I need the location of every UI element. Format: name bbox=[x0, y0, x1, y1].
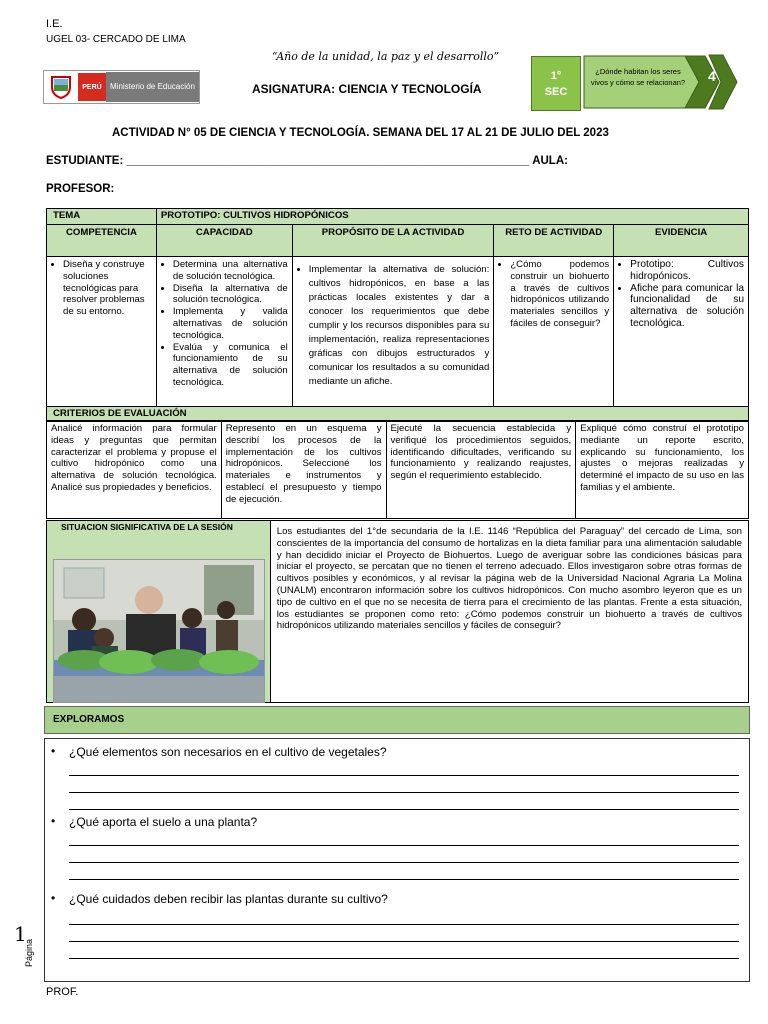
header-competencia: COMPETENCIA bbox=[47, 225, 157, 257]
unit-number: 4 bbox=[708, 68, 716, 84]
answer-line[interactable] bbox=[69, 845, 739, 846]
year-motto: “Año de la unidad, la paz y el desarrollo” bbox=[272, 50, 500, 63]
answer-line[interactable] bbox=[69, 862, 739, 863]
evidencia-item: • Prototipo: Cultivos hidropónicos. bbox=[630, 259, 744, 283]
questions-box bbox=[44, 738, 750, 982]
teacher-field[interactable]: PROFESOR: bbox=[46, 183, 115, 195]
answer-line[interactable] bbox=[69, 958, 739, 959]
criterion-4: Expliqué cómo construí el prototipo mediante un reporte escrito, explicando su funcionamiento, los ajustes o mejoras realizadas y determiné el impacto de su uso en las familias y el ambiente. bbox=[576, 421, 749, 519]
proposito-cell bbox=[292, 257, 494, 407]
situation-left-cell bbox=[47, 521, 271, 703]
evidencia-item: • Afiche para comunicar la funcionalidad de su alternativa de solución tecnológica. bbox=[630, 283, 744, 330]
question-3: ¿Qué cuidados deben recibir las plantas durante su cultivo? bbox=[69, 892, 388, 906]
activity-title: ACTIVIDAD N° 05 DE CIENCIA Y TECNOLOGÍA. SEMANA DEL 17 AL 21 DE JULIO DEL 2023 bbox=[112, 127, 609, 139]
bullet-icon: • bbox=[51, 744, 56, 758]
grade-badge bbox=[531, 56, 581, 111]
explore-header bbox=[44, 706, 750, 734]
prof-label: PROF. bbox=[46, 986, 79, 998]
activity-table bbox=[46, 208, 749, 422]
grade-level: SEC bbox=[544, 85, 568, 98]
ministry-logo bbox=[43, 70, 200, 104]
criterion-2: Represento en un esquema y describí los procesos de la implementación de los cultivos hidropónicos. Seleccioné los materiales e instrumentos y establecí el presupuesto y tiempo de ejecución. bbox=[221, 421, 386, 519]
grade-number: 1° bbox=[550, 69, 562, 82]
criteria-label: CRITERIOS DE EVALUACIÓN bbox=[47, 407, 749, 422]
student-field[interactable]: ESTUDIANTE: _______________________________________________________________ AULA: bbox=[46, 155, 568, 167]
answer-line[interactable] bbox=[69, 775, 739, 776]
coat-of-arms-icon bbox=[44, 72, 78, 102]
bullet-icon: • bbox=[51, 891, 56, 905]
peru-flag-label: PERÚ bbox=[78, 73, 106, 101]
header-capacidad: CAPACIDAD bbox=[156, 225, 292, 257]
question-2: ¿Qué aporta el suelo a una planta? bbox=[69, 815, 258, 829]
answer-line[interactable] bbox=[69, 792, 739, 793]
criterion-3: Ejecuté la secuencia establecida y verifiqué los procedimientos seguidos, identificando dificultades, verificando su funcionamiento y realizando reajustes, según el requerimiento establecido. bbox=[386, 421, 576, 519]
reto-cell bbox=[494, 257, 614, 407]
bullet-icon: • bbox=[51, 814, 56, 828]
capacidad-item: • Implementa y valida alternativas de solución tecnológica. bbox=[173, 306, 288, 341]
capacidad-item: • Evalúa y comunica el funcionamiento de su alternativa de solución tecnológica. bbox=[173, 342, 288, 389]
criteria-table bbox=[46, 420, 749, 519]
situation-label: SITUACION SIGNIFICATIVA DE LA SESIÓN bbox=[61, 522, 233, 532]
explore-title: EXPLORAMOS bbox=[53, 714, 125, 725]
competencia-text: • Diseña y construye soluciones tecnológicas para resolver problemas de su entorno. bbox=[63, 259, 152, 318]
answer-line[interactable] bbox=[69, 809, 739, 810]
situation-text: Los estudiantes del 1°de secundaria de la I.E. 1146 “República del Paraguay” del cercado de Lima, son conscientes de la importancia del consumo de hortalizas en la dieta familiar para una alimentación saludable y han decidido iniciar el Proyecto de Biohuertos. Luego de averiguar sobre las condiciones básicas para iniciar el proyecto, se percatan que no tienen el terreno adecuado. Ellos investigaron sobre otras formas de cultivos posibles y económicos, y al revisar la página web de la Universidad Nacional Agraria La Molina (UNALM) encontraron información sobre los cultivos hidropónicos. Con mucho asombro leyeron que es un tipo de cultivo en el que no se necesita de tierra para el crecimiento de las plantas. Frente a esta situación, los estudiantes se proponen como reto: ¿Cómo podemos construir un biohuerto a través de cultivos hidropónicos utilizando materiales sencillos y fáciles de conseguir? bbox=[270, 521, 748, 703]
ministry-label: Ministerio de Educación bbox=[106, 72, 199, 102]
topic-label: TEMA bbox=[47, 209, 157, 225]
capacidad-item: • Determina una alternativa de solución tecnológica. bbox=[173, 259, 288, 283]
page-label: Página bbox=[24, 938, 34, 967]
answer-line[interactable] bbox=[69, 879, 739, 880]
classroom-photo bbox=[53, 559, 265, 703]
capacidad-item: • Diseña la alternativa de solución tecnológica. bbox=[173, 283, 288, 307]
header-reto: RETO DE ACTIVIDAD bbox=[494, 225, 614, 257]
answer-line[interactable] bbox=[69, 924, 739, 925]
competencia-cell bbox=[47, 257, 157, 407]
school-label: I.E. bbox=[46, 18, 63, 30]
subject-title: ASIGNATURA: CIENCIA Y TECNOLOGÍA bbox=[252, 82, 482, 96]
capacidad-cell bbox=[156, 257, 292, 407]
answer-line[interactable] bbox=[69, 941, 739, 942]
topic-value: PROTOTIPO: CULTIVOS HIDROPÓNICOS bbox=[156, 209, 748, 225]
evidencia-cell bbox=[614, 257, 749, 407]
reto-text: • ¿Cómo podemos construir un biohuerto a través de cultivos hidropónicos utilizando materiales sencillos y fáciles de conseguir? bbox=[510, 259, 609, 330]
proposito-text: • Implementar la alternativa de solución: cultivos hidropónicos, en base a las prácticas locales existentes y dar a conocer los requerimientos que debe cumplir y los recursos disponibles para su implementación, realiza representaciones gráficas con dibujos estructurados y comunicar los resultados a su comunidad mediante un afiche. bbox=[309, 263, 490, 389]
page-number: 1 bbox=[14, 922, 27, 946]
header-proposito: PROPÓSITO DE LA ACTIVIDAD bbox=[292, 225, 494, 257]
question-1: ¿Qué elementos son necesarios en el cultivo de vegetales? bbox=[69, 745, 387, 759]
situation-table bbox=[46, 520, 749, 703]
criterion-1: Analicé información para formular ideas y preguntas que permitan caracterizar el problema y propuse el cultivo hidropónico como una alternativa de solución tecnológica. Analicé sus propiedades y beneficios. bbox=[47, 421, 222, 519]
header-evidencia: EVIDENCIA bbox=[614, 225, 749, 257]
ugel-label: UGEL 03- CERCADO DE LIMA bbox=[46, 34, 186, 45]
unit-question: ¿Dónde habitan los seres vivos y cómo se relacionan? bbox=[590, 67, 686, 87]
